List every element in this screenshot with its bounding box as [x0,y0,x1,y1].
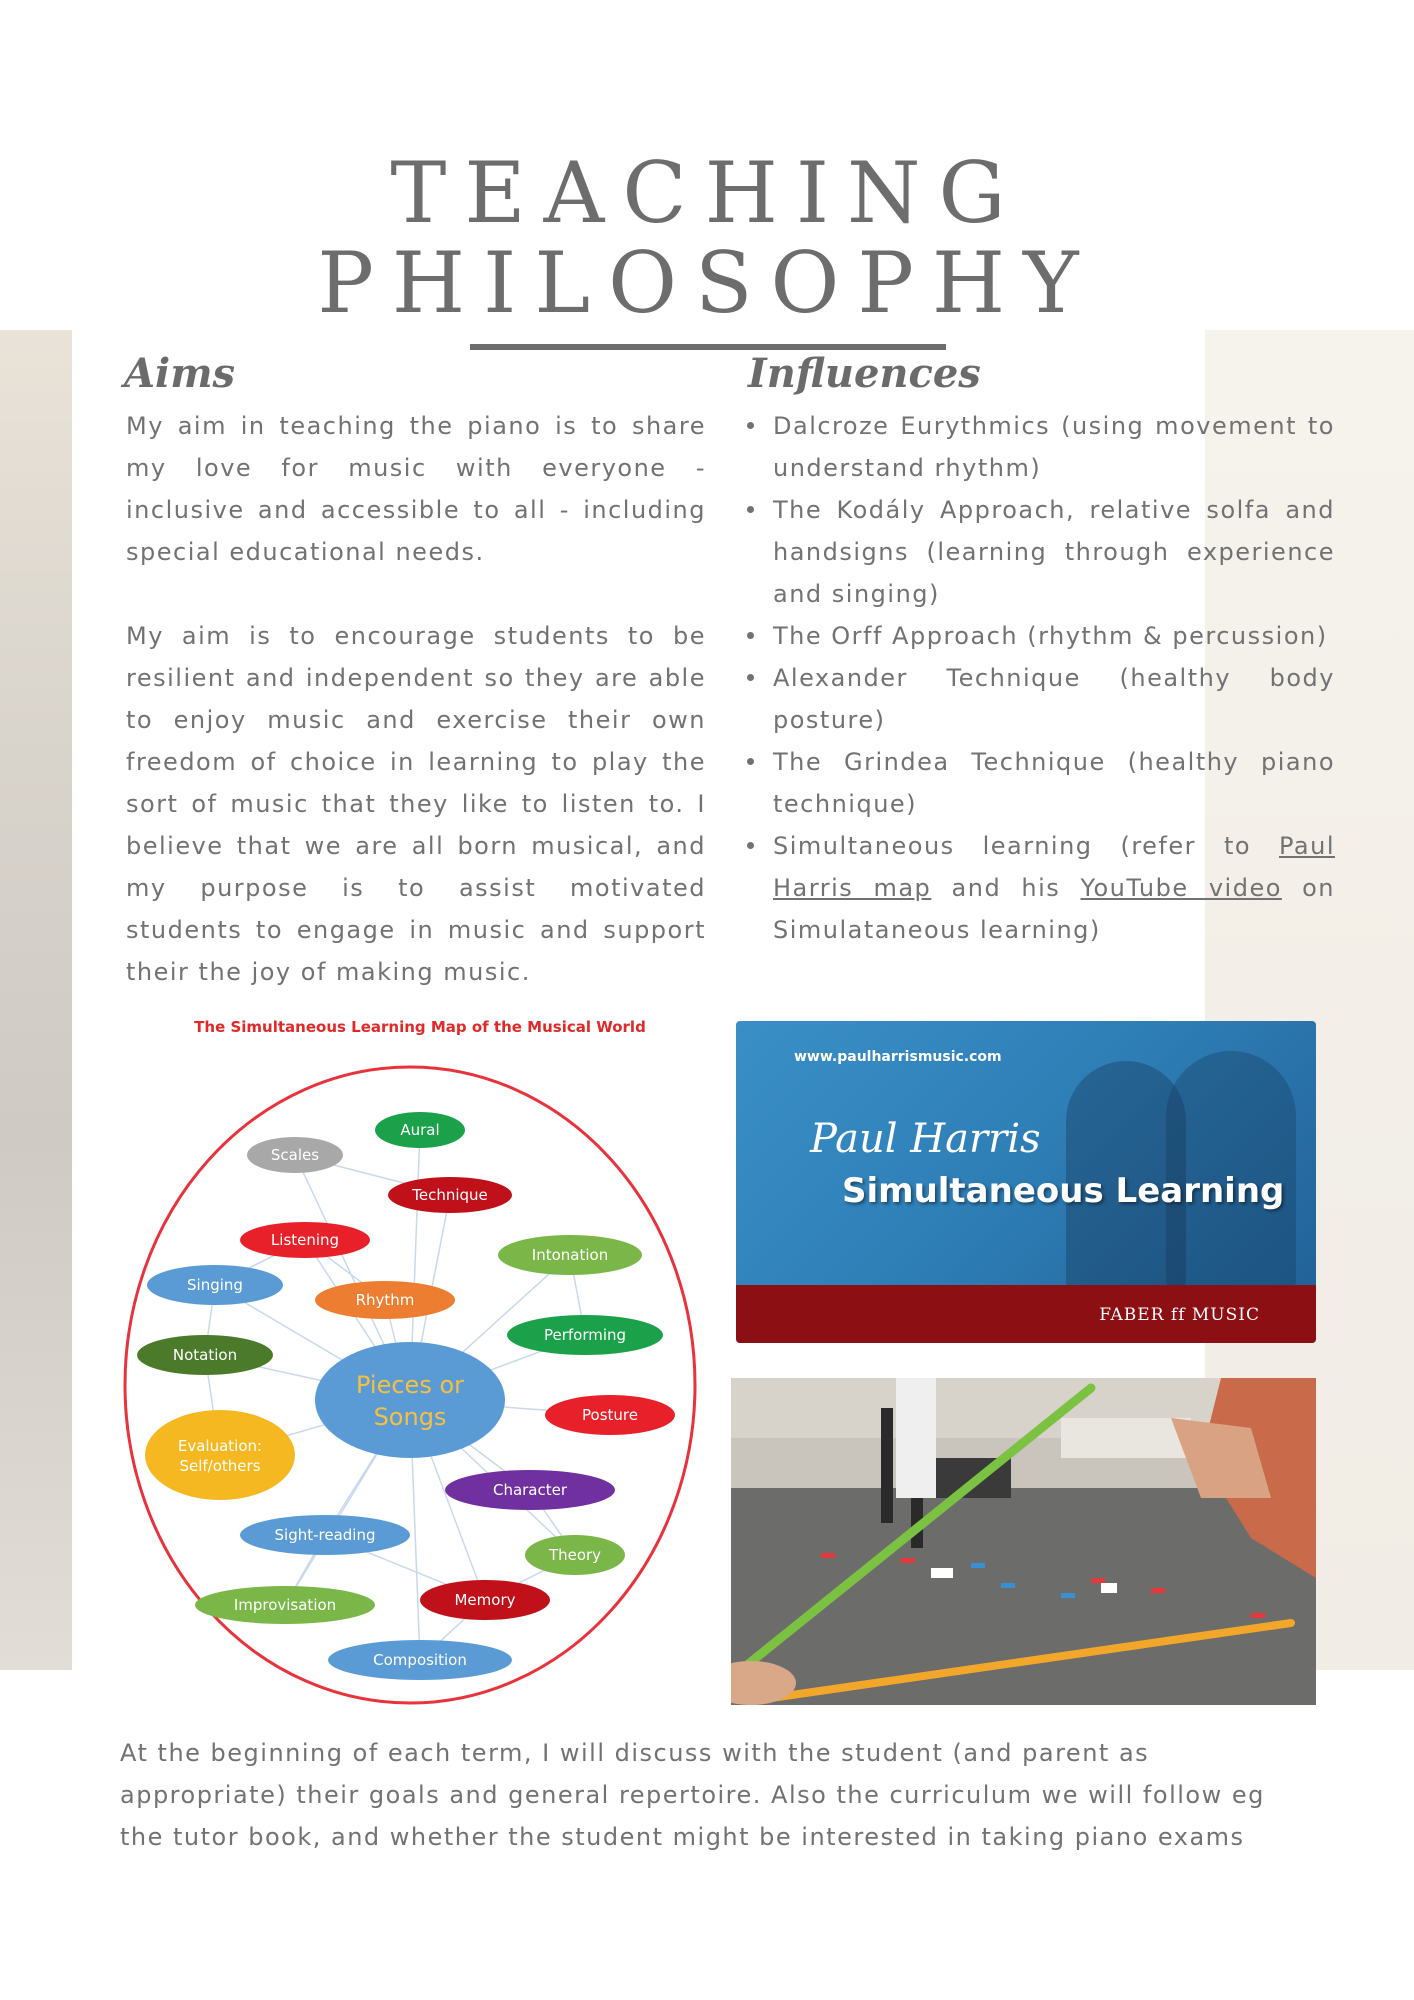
map-title: The Simultaneous Learning Map of the Musical World [194,1018,646,1036]
map-node-label: Aural [400,1121,440,1139]
page-title-line2: PHILOSOPHY [317,234,1097,332]
influence-text: Simultaneous learning (refer to [773,832,1280,860]
aims-heading: Aims [124,350,236,397]
classroom-photo-drawing [731,1378,1316,1705]
map-node-label: Technique [412,1186,488,1204]
map-center-label: Songs [373,1403,447,1431]
influence-item: Dalcroze Eurythmics (using movement to understand rhythm) [745,405,1335,489]
map-node [145,1410,295,1500]
youtube-video-thumbnail[interactable] [736,1021,1316,1343]
influence-text: and his [931,874,1081,902]
map-node-label: Singing [187,1276,243,1294]
paul-harris-map-link[interactable]: Paul Harris map [773,832,1335,902]
video-presenter-name: Paul Harris [810,1116,1041,1162]
map-node-label: Intonation [531,1246,609,1264]
aims-paragraph-2: My aim is to encourage students to be resilient and independent so they are able to enjoy music and exercise their own freedom of choice in learning to play the sort of music that they like to listen to. I believe that we are all born musical, and my purpose is to assist motivated students to engage in music and support their the joy of making music. [126,622,706,986]
aims-paragraph-1: My aim in teaching the piano is to share my love for music with everyone - inclusive and accessible to all - including special educational needs. [126,412,706,566]
footer-paragraph: At the beginning of each term, I will discuss with the student (and parent as appropriate) their goals and general repertoire. Also the curriculum we will follow eg the tutor book, and whether the student might be interested in taking piano exams [120,1739,1265,1851]
map-node-label: Theory [548,1546,602,1564]
video-url: www.paulharrismusic.com [794,1049,1002,1065]
influences-heading: Influences [748,350,981,397]
influence-item: Alexander Technique (healthy body posture) [745,657,1335,741]
map-node-label: Performing [543,1326,627,1344]
map-node-label: Self/others [179,1457,261,1475]
page-title-line1: TEACHING [390,144,1024,242]
map-node-label: Rhythm [355,1291,415,1309]
map-node-label: Memory [454,1591,516,1609]
influence-text: on Simulataneous learning) [773,874,1336,944]
map-node-label: Character [492,1481,568,1499]
simultaneous-learning-map [120,1060,700,1710]
map-node-label: Listening [270,1231,340,1249]
map-center-node [315,1342,505,1458]
influence-item: The Grindea Technique (healthy piano technique) [745,741,1335,825]
map-node-label: Sight-reading [274,1526,376,1544]
map-node-label: Posture [582,1406,638,1424]
background-photo-left [0,330,72,1670]
map-node-label: Evaluation: [177,1437,263,1455]
influence-item-simultaneous [745,825,1335,951]
video-brand: FABER ff MUSIC [1099,1305,1260,1325]
map-node-label: Improvisation [233,1596,337,1614]
map-node-label: Scales [270,1146,320,1164]
map-node-label: Notation [172,1346,238,1364]
classroom-photo [731,1378,1316,1705]
influences-list [745,405,1335,951]
influence-item: The Orff Approach (rhythm & percussion) [745,615,1335,657]
map-center-label: Pieces or [355,1371,465,1399]
youtube-video-link[interactable]: YouTube video [1080,874,1282,902]
video-subtitle: Simultaneous Learning [842,1171,1285,1211]
map-node-label: Composition [373,1651,467,1669]
influence-item: The Kodály Approach, relative solfa and handsigns (learning through experience and singing) [745,489,1335,615]
